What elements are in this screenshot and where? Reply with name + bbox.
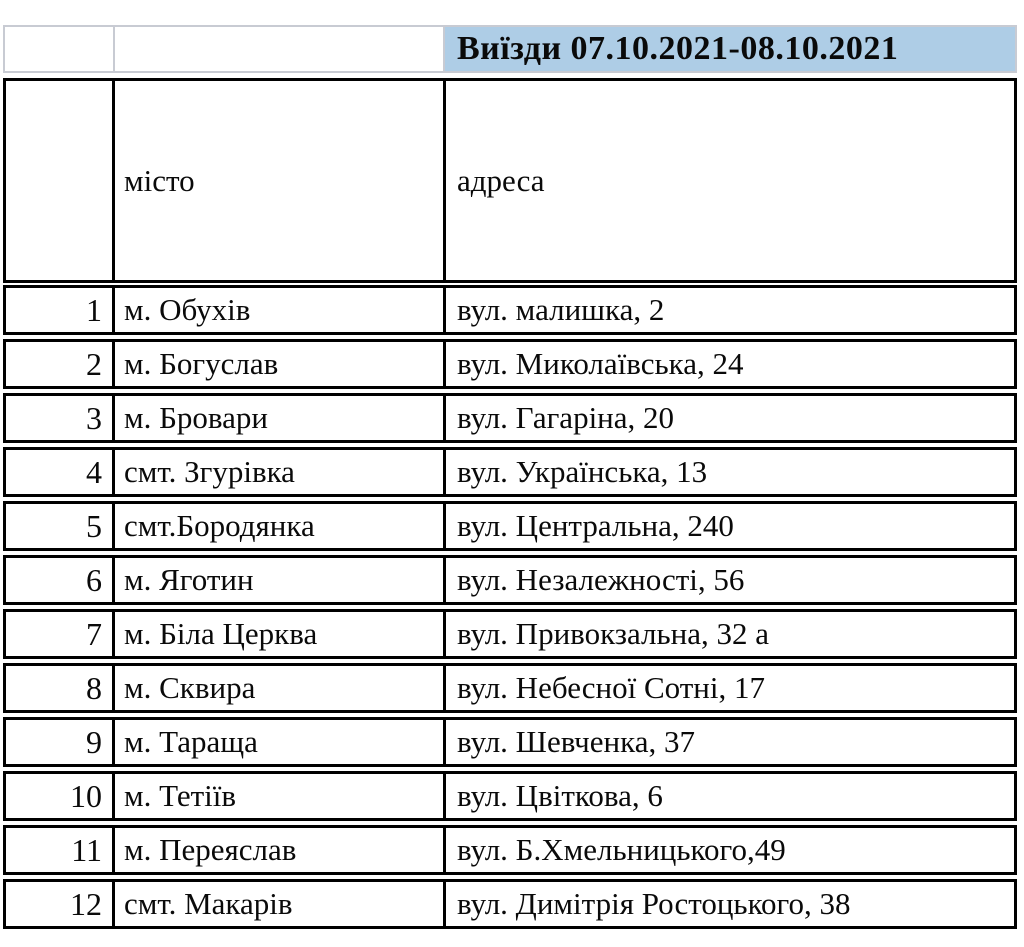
- address-cell: вул. Цвіткова, 6: [457, 778, 663, 813]
- table-row: [3, 771, 1017, 821]
- address-cell: вул. Привокзальна, 32 а: [457, 616, 769, 651]
- row-number: 7: [6, 612, 115, 656]
- table-row: [3, 825, 1017, 875]
- table-row: [3, 663, 1017, 713]
- address-cell: вул. Небесної Сотні, 17: [457, 670, 765, 705]
- row-number: 3: [6, 396, 115, 440]
- table-row: [3, 393, 1017, 443]
- row-number: 11: [6, 828, 115, 872]
- period-title: Виїзди 07.10.2021-08.10.2021: [457, 30, 899, 67]
- title-row: [3, 25, 1017, 73]
- table-row: [3, 717, 1017, 767]
- city-cell: смт.Бородянка: [115, 504, 446, 548]
- address-cell: вул. Шевченка, 37: [457, 724, 695, 759]
- table-row: [3, 447, 1017, 497]
- period-title-cell: [445, 27, 1015, 71]
- city-cell: м. Тетіїв: [115, 774, 446, 818]
- city-cell: м. Сквира: [115, 666, 446, 710]
- address-cell: вул. Б.Хмельницького,49: [457, 832, 786, 867]
- row-number: 8: [6, 666, 115, 710]
- address-cell: вул. Гагаріна, 20: [457, 400, 675, 435]
- city-cell: смт. Макарів: [115, 882, 446, 926]
- schedule-table: [3, 25, 1017, 929]
- row-number: 9: [6, 720, 115, 764]
- row-number: 12: [6, 882, 115, 926]
- row-number: 4: [6, 450, 115, 494]
- city-cell: м. Переяслав: [115, 828, 446, 872]
- table-row: [3, 501, 1017, 551]
- row-number: 5: [6, 504, 115, 548]
- address-cell: вул. Центральна, 240: [457, 508, 734, 543]
- title-row-empty-city-cell: [115, 27, 445, 71]
- table-row: [3, 555, 1017, 605]
- address-cell: вул. Димітрія Ростоцького, 38: [457, 886, 851, 921]
- header-city-cell: місто: [115, 81, 446, 280]
- city-cell: м. Яготин: [115, 558, 446, 602]
- city-cell: м. Обухів: [115, 288, 446, 332]
- city-cell: смт. Згурівка: [115, 450, 446, 494]
- address-cell: вул. Незалежності, 56: [457, 562, 745, 597]
- row-number: 10: [6, 774, 115, 818]
- address-cell: вул. малишка, 2: [457, 292, 665, 327]
- row-number: 2: [6, 342, 115, 386]
- city-cell: м. Бровари: [115, 396, 446, 440]
- header-number-cell: [6, 81, 115, 280]
- title-row-empty-number-cell: [5, 27, 115, 71]
- column-header-row: [3, 78, 1017, 283]
- city-cell: м. Тараща: [115, 720, 446, 764]
- table-row: [3, 609, 1017, 659]
- table-row: [3, 339, 1017, 389]
- address-cell: вул. Українська, 13: [457, 454, 708, 489]
- row-number: 6: [6, 558, 115, 602]
- row-number: 1: [6, 288, 115, 332]
- header-address-cell: адреса: [457, 162, 545, 198]
- table-row: [3, 879, 1017, 929]
- address-cell: вул. Миколаївська, 24: [457, 346, 744, 381]
- city-cell: м. Богуслав: [115, 342, 446, 386]
- city-cell: м. Біла Церква: [115, 612, 446, 656]
- table-row: [3, 285, 1017, 335]
